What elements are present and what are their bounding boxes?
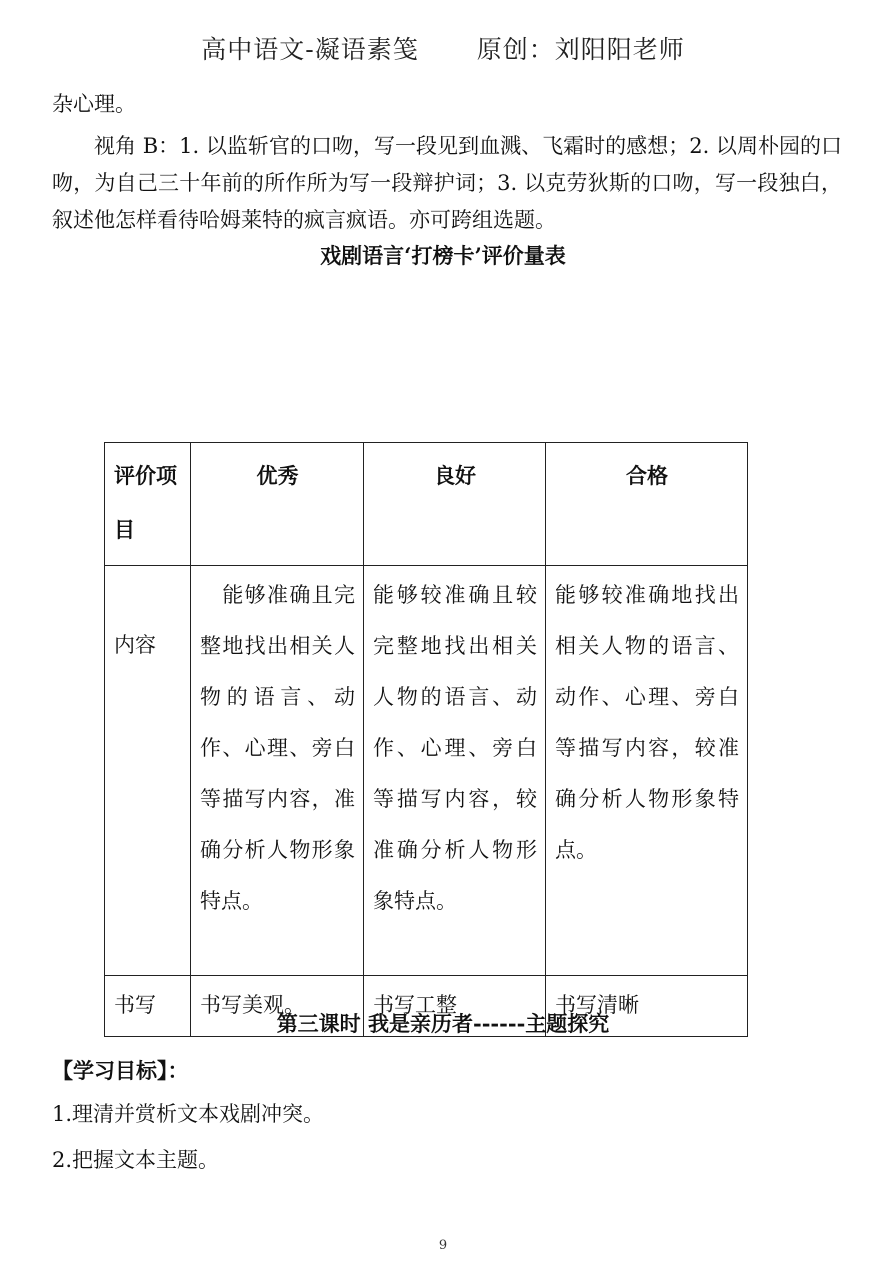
rubric-title: 戏剧语言‘打榜卡’评价量表 [320,243,566,268]
cell-good: 书写工整 [364,976,546,1037]
objective-item: 2.把握文本主题。 [52,1148,220,1172]
header-cell-good: 良好 [364,443,546,566]
evaluation-rubric-table [104,442,748,1037]
header-series: 高中语文-凝语素笺 [201,35,419,64]
cell-pass: 书写清晰 [546,976,748,1037]
header-cell-item: 评价项目 [105,443,191,566]
table-header-row [105,443,748,566]
perspective-b-paragraph: 视角 B：1. 以监斩官的口吻，写一段见到血溅、飞霜时的感想；2. 以周朴园的口吻，为自己三十年前的所作所为写一段辩护词；3. 以克劳狄斯的口吻，写一段独白，叙述他怎样看待哈姆莱特的疯言疯语。亦可跨组选题。 [52,134,842,232]
cell-pass: 能够较准确地找出相关人物的语言、动作、心理、旁白等描写内容，较准确分析人物形象特点。 [546,566,748,976]
cell-excellent: 能够准确且完整地找出相关人物的语言、动作、心理、旁白等描写内容，准确分析人物形象特点。 [191,566,364,976]
page-number: 9 [438,1238,448,1253]
continuation-text: 杂心理。 [52,92,136,116]
objective-item: 1.理清并赏析文本戏剧冲突。 [52,1102,325,1126]
header-cell-excellent: 优秀 [191,443,364,566]
header-author: 原创：刘阳阳老师 [476,35,685,64]
page-header [0,30,886,66]
header-cell-pass: 合格 [546,443,748,566]
row-label-writing: 书写 [105,976,191,1037]
row-label-content: 内容 [105,566,191,976]
lesson-title: 第三课时 我是亲历者------主题探究 [276,1011,610,1036]
cell-good: 能够较准确且较完整地找出相关人物的语言、动作、心理、旁白等描写内容，较准确分析人物形象特点。 [364,566,546,976]
table-row [105,566,748,976]
objectives-label: 【学习目标】： [52,1058,189,1083]
cell-excellent: 书写美观。 [191,976,364,1037]
